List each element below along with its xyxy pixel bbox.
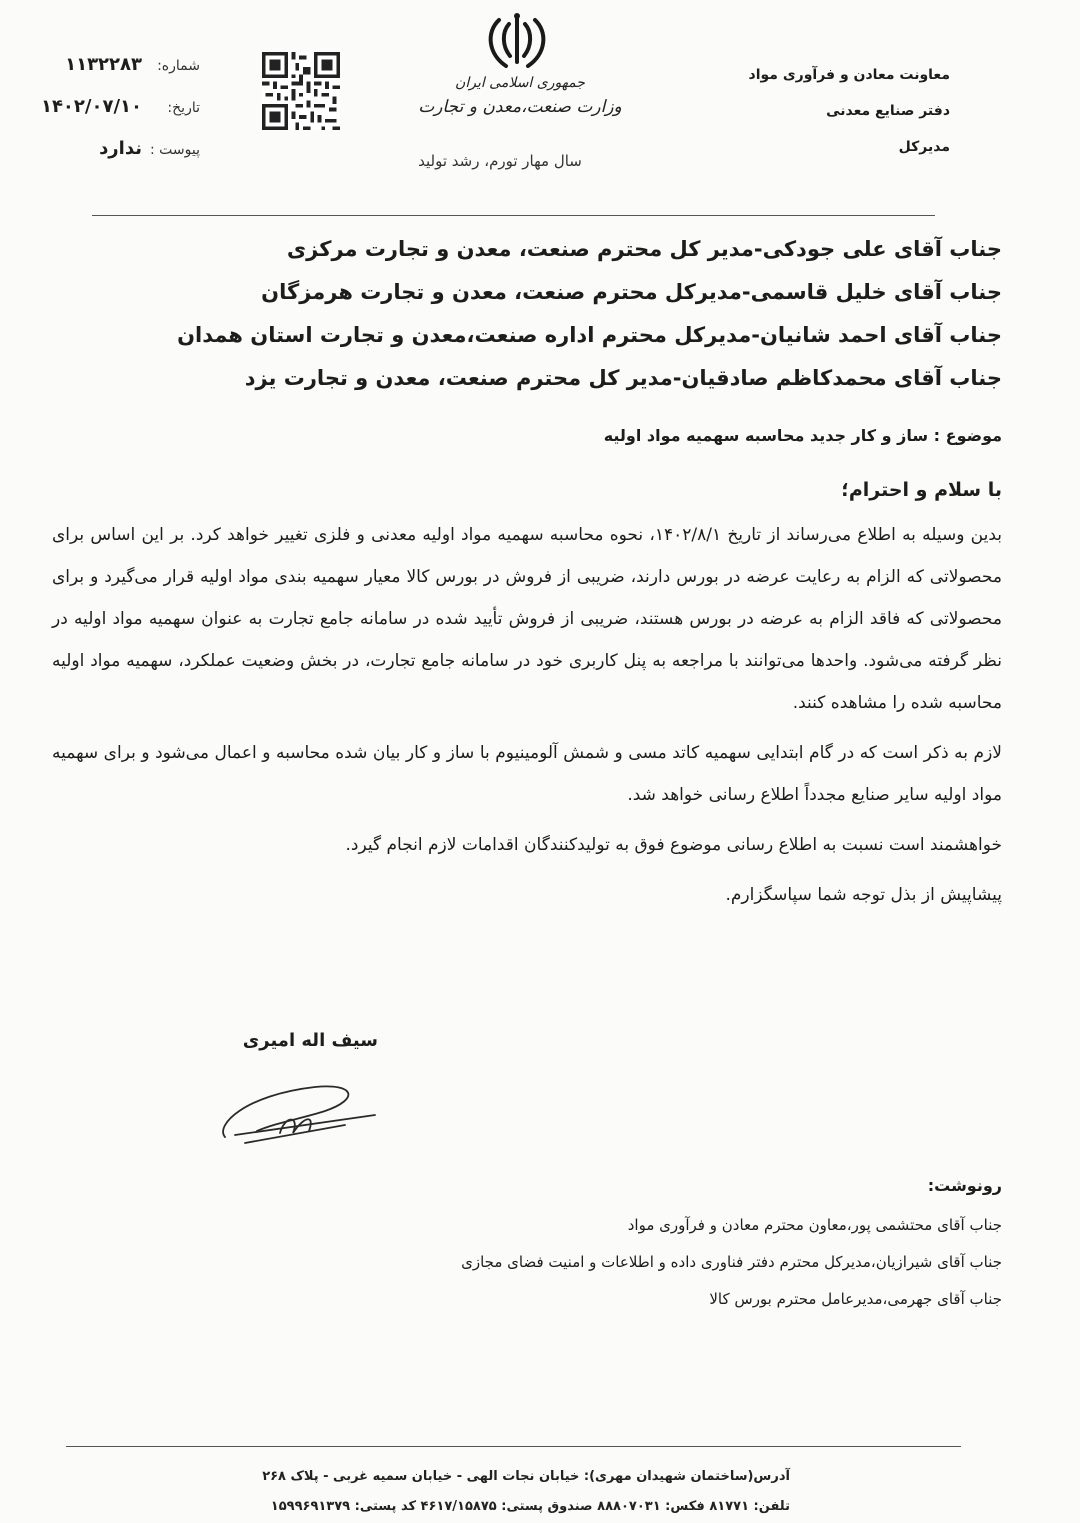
dept-deputy: معاونت معادن و فرآوری مواد [748,67,950,83]
letter-subject: موضوع : ساز و کار جدید محاسبه سهمیه مواد اولیه [603,426,1002,445]
date-label: تاریخ: [167,100,200,116]
footer-contact: تلفن: ۸۱۷۷۱ فکس: ۸۸۸۰۷۰۳۱ صندوق پستی: ۴۶۱۷/۱۵۸۷۵ کد پستی: ۱۵۹۹۶۹۱۳۷۹ [270,1499,790,1514]
logo-line-ministry: وزارت صنعت،معدن و تجارت [418,97,622,117]
cc-list [102,1210,1002,1321]
number-label: شماره: [157,58,200,74]
cc-line: جناب آقای شیرازیان،مدیرکل محترم دفتر فناوری داده و اطلاعات و امنیت فضای مجازی [461,1253,1002,1271]
signature-icon [205,1075,395,1155]
body-paragraph: لازم به ذکر است که در گام ابتدایی سهمیه کاتد مسی و شمش آلومینیوم با ساز و کار بیان شده محاسبه و اعمال می‌شود و برای سهمیه مواد اولیه سایر صنایع مجدداً اطلاع رسانی خواهد شد. [52,743,1002,805]
cc-line: جناب آقای جهرمی،مدیرعامل محترم بورس کالا [709,1290,1002,1308]
cc-line: جناب آقای محتشمی پور،معاون محترم معادن و فرآوری مواد [627,1216,1002,1234]
attachment-label: پیوست : [150,142,200,158]
signer-name: سیف اله امیری [242,1030,378,1051]
body-paragraph: خواهشمند است نسبت به اطلاع رسانی موضوع فوق به تولیدکنندگان اقدامات لازم انجام گیرد. [345,835,1002,855]
footer-address: آدرس(ساختمان شهیدان مهری): خیابان نجات الهی - خیابان سمیه غربی - پلاک ۲۶۸ [262,1469,790,1484]
cc-title: رونوشت: [927,1176,1002,1195]
year-slogan: سال مهار تورم، رشد تولید [418,152,582,170]
number-row [30,50,200,92]
recipient-line: جناب آقای احمد شانیان-مدیرکل محترم اداره صنعت،معدن و تجارت استان همدان [177,323,1002,347]
attachment-row [30,134,200,176]
letter-meta [30,50,200,176]
recipient-line: جناب آقای خلیل قاسمی-مدیرکل محترم صنعت، معدن و تجارت هرمزگان [261,280,1002,304]
recipient-line: جناب آقای علی جودکی-مدیر کل محترم صنعت، معدن و تجارت مرکزی [286,237,1002,261]
body-paragraph: بدین وسیله به اطلاع می‌رساند از تاریخ ۱۴۰۲/۸/۱، نحوه محاسبه سهمیه مواد اولیه معدنی و فلزی تغییر خواهد کرد. بر این اساس برای محصولاتی که الزام به رعایت عرضه در بورس دارند، ضریبی از فروش در بورس کالا معیار سهمیه بندی مواد اولیه قرار می‌گیرد و برای محصولاتی که فاقد الزام به عرضه در بورس هستند، ضریبی از فروش تأیید شده در سامانه جامع تجارت به عنوان سهمیه مواد اولیه در نظر گرفته می‌شود. واحدها می‌توانند با مراجعه به پنل کاربری خود در سامانه جامع تجارت، در بخش وضعیت عملکرد، سهمیه مواد اولیه محاسبه شده را مشاهده کنند. [52,525,1002,713]
recipients-list [177,228,1002,400]
dept-office: دفتر صنایع معدنی [826,103,950,119]
footer [70,1463,790,1523]
recipient-line: جناب آقای محمدکاظم صادقیان-مدیر کل محترم صنعت، معدن و تجارت یزد [244,366,1002,390]
ministry-logo [400,72,640,120]
logo-line-republic: جمهوری اسلامی ایران [455,75,585,91]
date-row [30,92,200,134]
greeting: با سلام و احترام؛ [841,479,1002,501]
letter-number: ۱۱۳۲۲۸۳ [65,54,142,75]
footer-divider [66,1446,961,1447]
header-divider [92,215,935,216]
qr-code-icon [262,52,340,130]
attachment-value: ندارد [99,138,142,159]
letter-date: ۱۴۰۲/۰۷/۱۰ [40,96,142,117]
letter-body [52,514,1002,924]
department-block [700,60,950,168]
emblem-icon [482,12,552,74]
dept-title: مدیرکل [898,139,950,155]
body-paragraph: پیشاپیش از بذل توجه شما سپاسگزارم. [725,885,1002,905]
